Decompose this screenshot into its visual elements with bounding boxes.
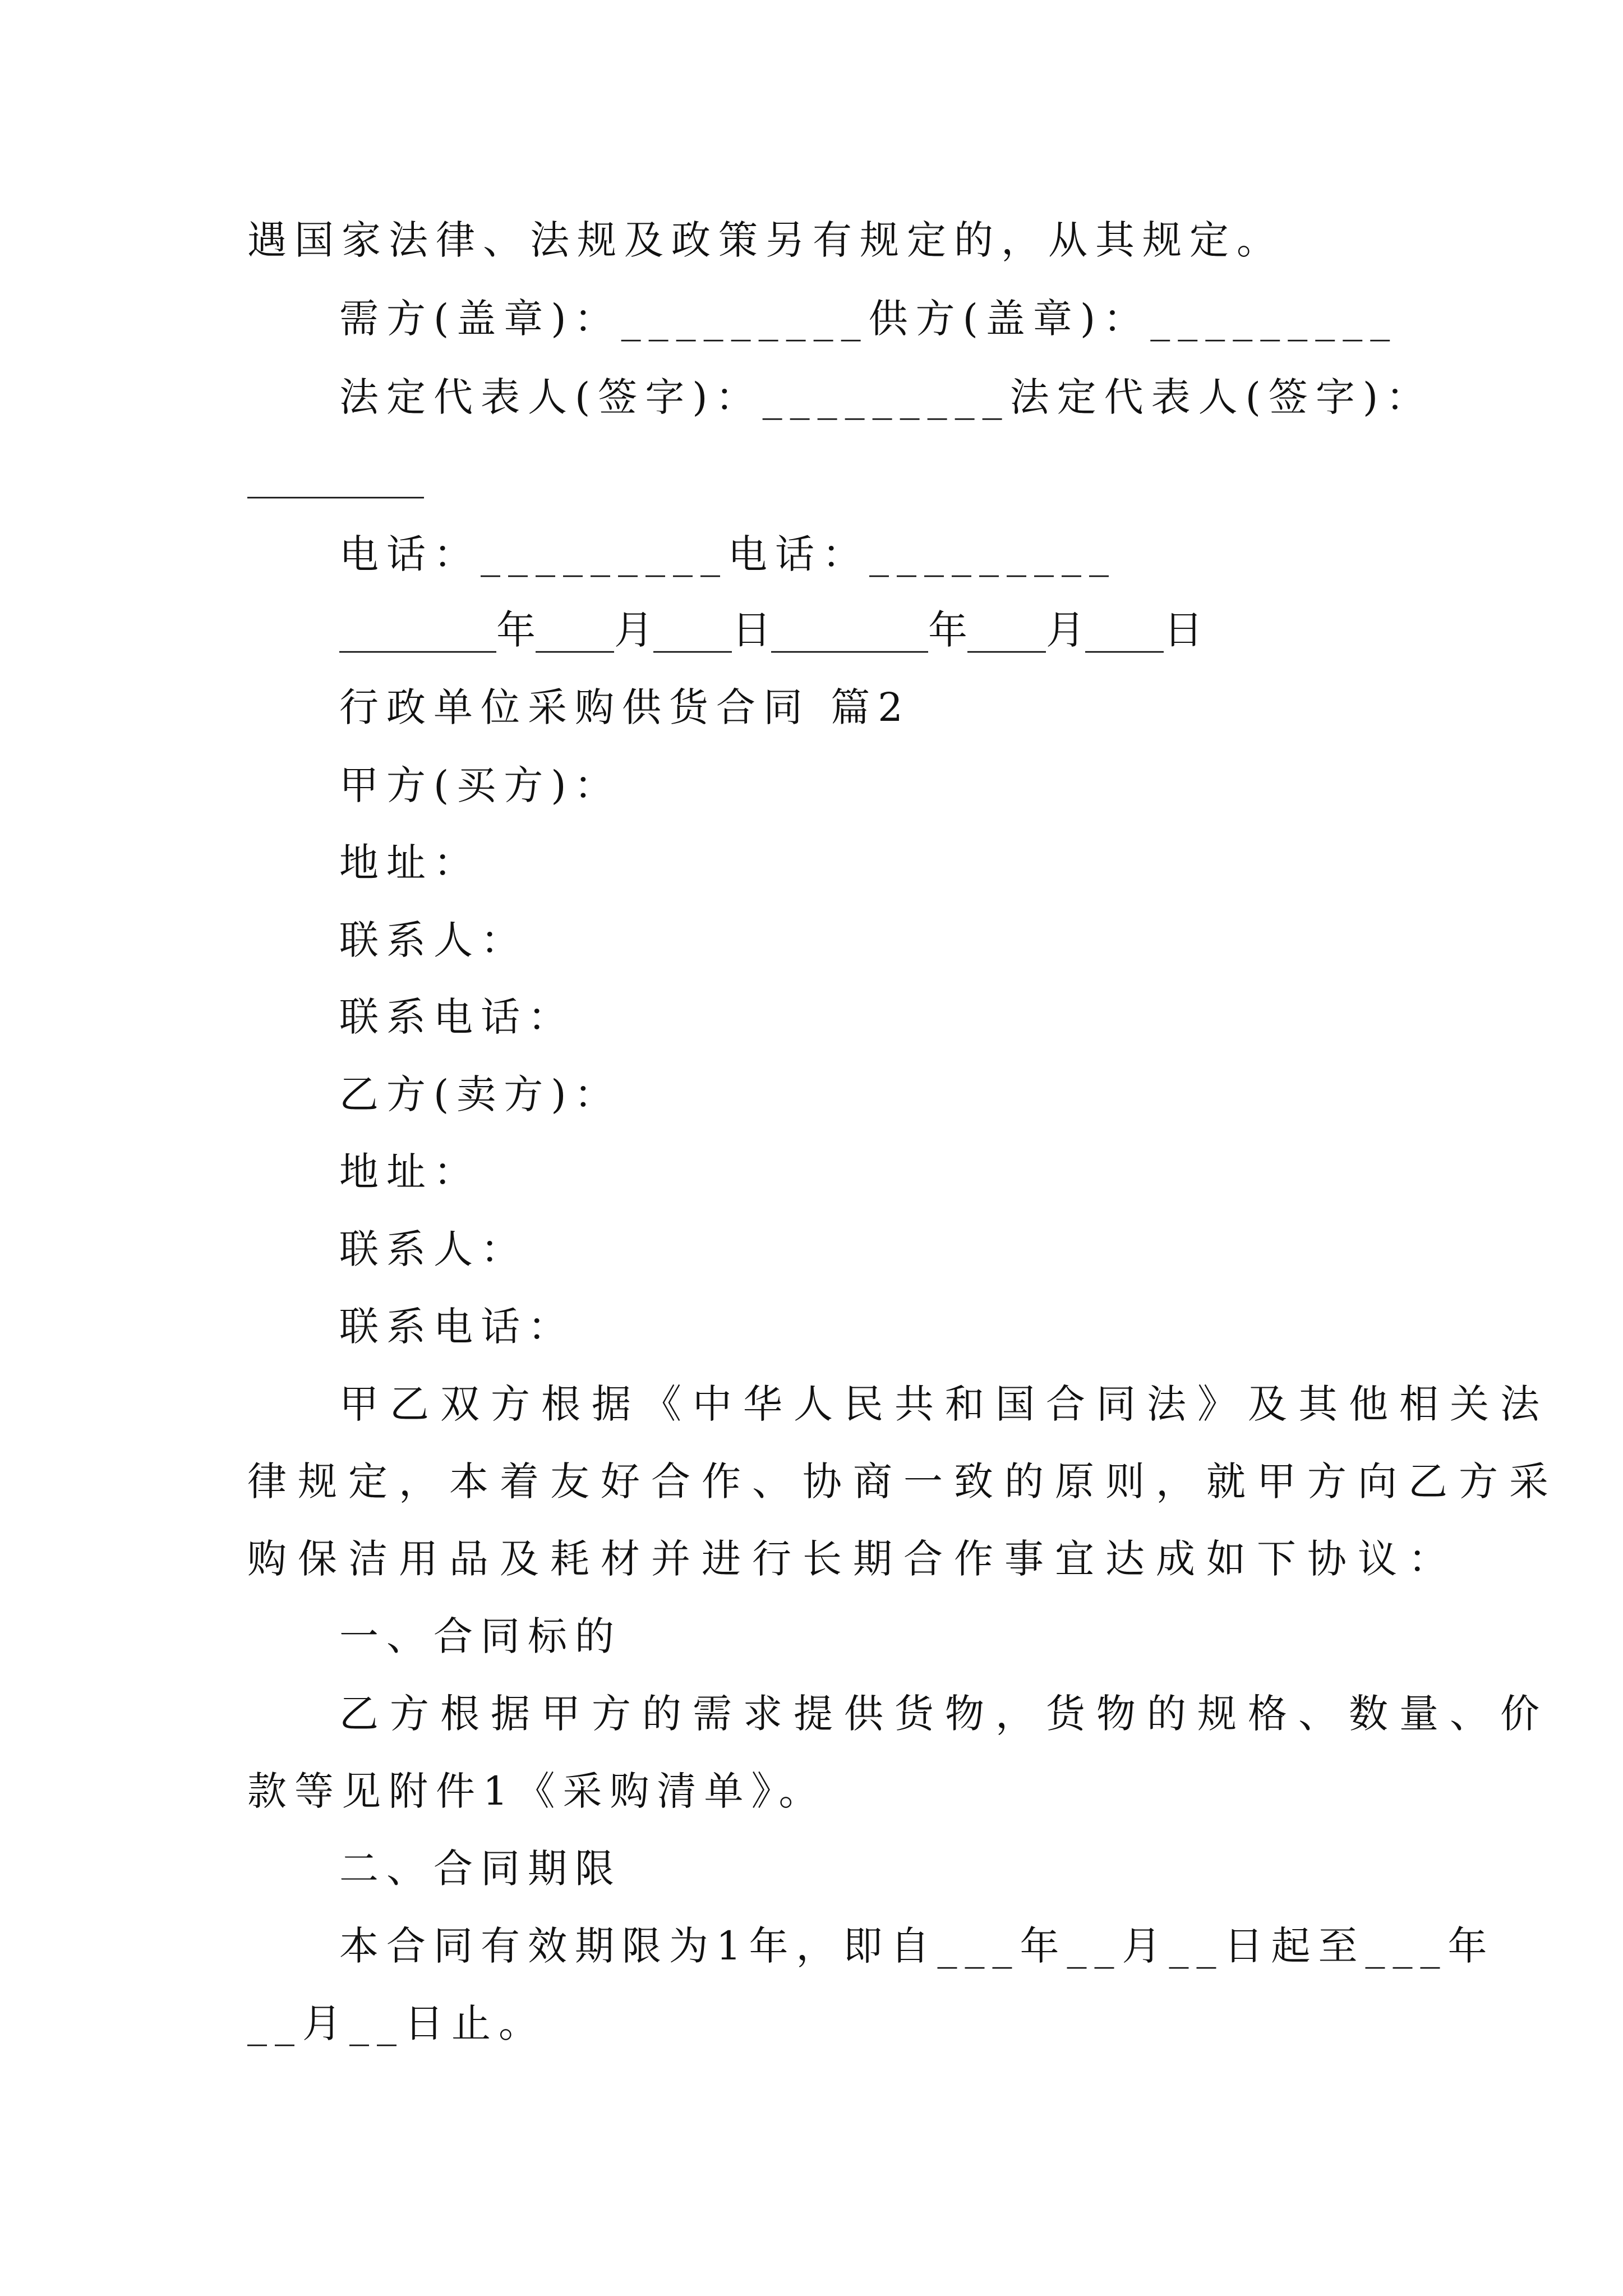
text-line: 甲乙双方根据《中华人民共和国合同法》及其他相关法	[339, 1381, 1551, 1427]
text-line: 联系人：	[339, 917, 528, 963]
text-line: 需方(盖章)：_________供方(盖章)：_________	[339, 296, 1398, 342]
text-line: 联系电话：	[339, 994, 575, 1040]
text-line: 联系人：	[339, 1226, 528, 1272]
text-line: 法定代表人(签字)：_________法定代表人(签字)：	[339, 374, 1433, 420]
text-line: 款等见附件1《采购清单》。	[247, 1768, 826, 1814]
text-line: _________	[247, 453, 424, 499]
text-line: 甲方(买方)：	[339, 762, 621, 808]
text-line: 遇国家法律、法规及政策另有规定的，从其规定。	[247, 217, 1284, 263]
text-line: 一、合同标的	[339, 1613, 622, 1659]
text-line: 电话：_________电话：_________	[339, 531, 1117, 577]
text-line: 地址：	[339, 1149, 481, 1195]
text-line: __月__日止。	[247, 2000, 546, 2046]
text-line: ________年____月____日________年____月____日	[339, 607, 1203, 653]
text-line: 行政单位采购供货合同 篇2	[339, 684, 911, 730]
text-line: 购保洁用品及耗材并进行长期合作事宜达成如下协议：	[247, 1536, 1459, 1582]
text-line: 乙方根据甲方的需求提供货物，货物的规格、数量、价	[339, 1691, 1551, 1737]
text-line: 乙方(卖方)：	[339, 1071, 621, 1117]
text-line: 地址：	[339, 840, 481, 886]
text-line: 二、合同期限	[339, 1846, 622, 1892]
text-line: 律规定，本着友好合作、协商一致的原则，就甲方向乙方采	[247, 1458, 1560, 1504]
text-line: 本合同有效期限为1年，即自___年__月__日起至___年	[339, 1923, 1495, 1969]
text-line: 联系电话：	[339, 1304, 575, 1350]
